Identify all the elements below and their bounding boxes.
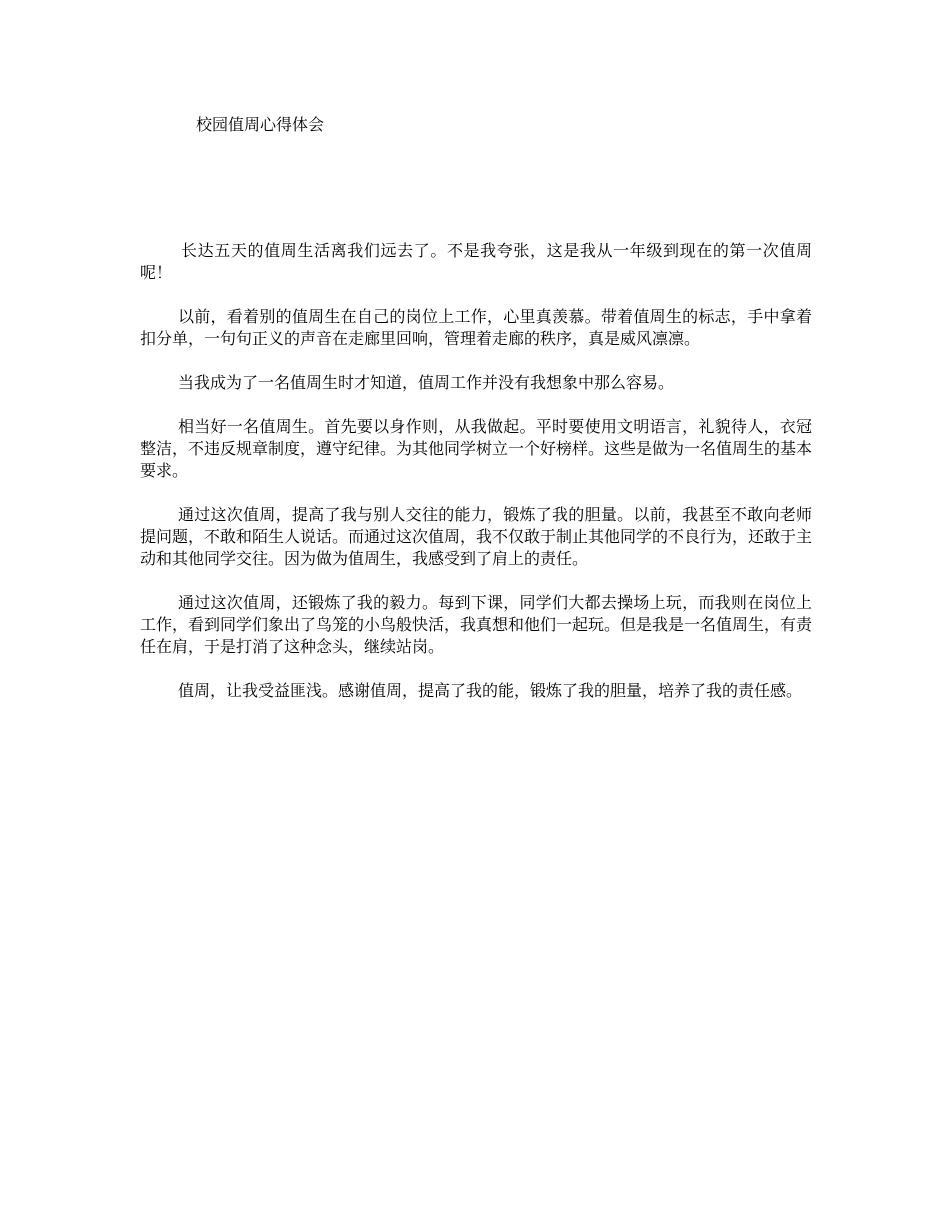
paragraph-6: 通过这次值周，还锻炼了我的毅力。每到下课，同学们大都去操场上玩，而我则在岗位上工作，看到同学们象出了鸟笼的小鸟般快活，我真想和他们一起玩。但是我是一名值周生，有责任在肩，于是打消了这种念头，继续站岗。 [140, 593, 813, 656]
paragraph-1: 长达五天的值周生活离我们远去了。不是我夸张，这是我从一年级到现在的第一次值周呢！ [140, 241, 812, 282]
paragraph-3: 当我成为了一名值周生时才知道，值周工作并没有我想象中那么容易。 [178, 373, 675, 392]
paragraph-2: 以前，看着别的值周生在自己的岗位上工作，心里真羡慕。带着值周生的标志，手中拿着扣分单，一句句正义的声音在走廊里回响，管理着走廊的秩序，真是威风凛凛。 [140, 307, 812, 348]
document-title: 校园值周心得体会 [196, 115, 325, 134]
paragraph-4: 相当好一名值周生。首先要以身作则，从我做起。平时要使用文明语言，礼貌待人，衣冠整洁，不违反规章制度，遵守纪律。为其他同学树立一个好榜样。这些是做为一名值周生的基本要求。 [140, 417, 813, 480]
paragraph-7: 值周，让我受益匪浅。感谢值周，提高了我的能，锻炼了我的胆量，培养了我的责任感。 [178, 681, 803, 700]
paragraph-5: 通过这次值周，提高了我与别人交往的能力，锻炼了我的胆量。以前，我甚至不敢向老师提问题，不敢和陌生人说话。而通过这次值周，我不仅敢于制止其他同学的不良行为，还敢于主动和其他同学交往。因为做为值周生，我感受到了肩上的责任。 [140, 505, 813, 568]
document-body [140, 240, 812, 724]
